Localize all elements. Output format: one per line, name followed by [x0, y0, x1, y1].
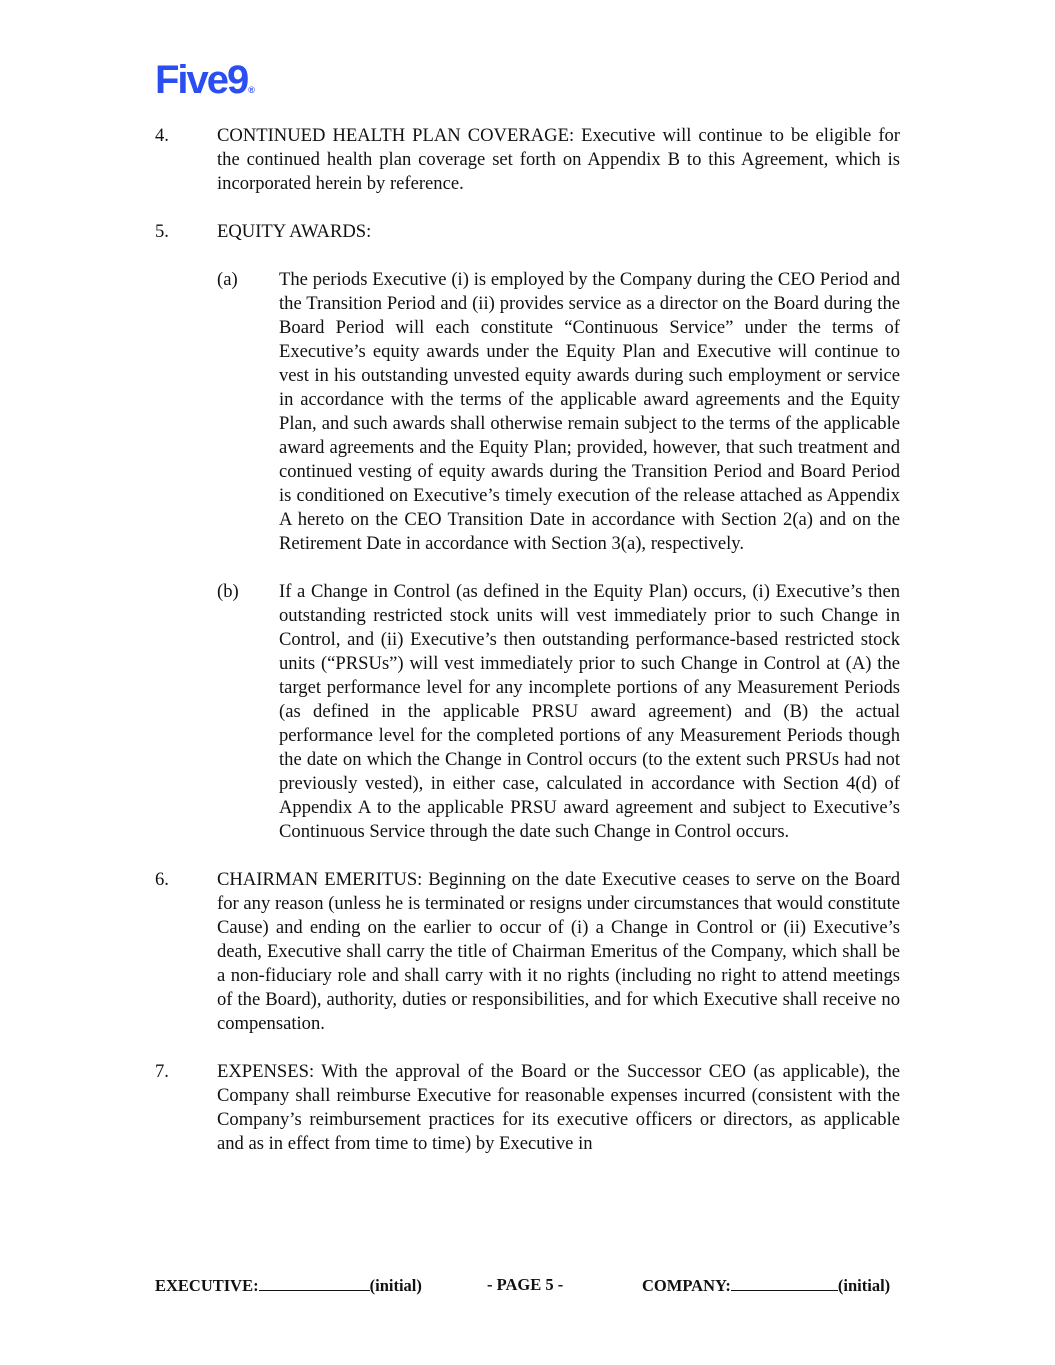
subsection-text: If a Change in Control (as defined in the Equity Plan) occurs, (i) Executive’s then outstanding restricted stock units will vest immediately prior to such Change in Control, and (ii) Executive’s then outstanding performance-based restricted stock units (“PRSUs”) will vest immediately prior to such Change in Control at (A) the target performance level for any incomplete portions of any Measurement Periods (as defined in the applicable PRSU award agreement) and (B) the actual performance level for the completed portions of any Measurement Periods though the date on which the Change in Control occurs (to the extent such PRSUs had not previously vested), in either case, calculated in accordance with Section 4(d) of Appendix A to the applicable PRSU award agreement and subject to Executive’s Continuous Service through the date such Change in Control occurs. — [279, 581, 900, 842]
section-number: 4. — [155, 125, 169, 146]
logo-registered-mark: ® — [248, 85, 255, 95]
section-heading: EQUITY AWARDS: — [217, 221, 372, 242]
executive-initial-field — [155, 1274, 422, 1297]
document-body — [155, 124, 900, 1180]
subsection-5b — [217, 580, 900, 844]
section-text: EXPENSES: With the approval of the Board or the Successor CEO (as applicable), the Company shall reimburse Executive for reasonable expenses incurred (consistent with the Company’s reimbursement practices for its executive officers or directors, as applicable and as in effect from time to time) by Executive in — [217, 1061, 900, 1154]
section-number: 6. — [155, 869, 169, 890]
section-text: CHAIRMAN EMERITUS: Beginning on the date Executive ceases to serve on the Board for any reason (unless he is terminated or resigns under circumstances that would constitute Cause) and ending on the earlier to occur of (i) a Change in Control or (ii) Executive’s death, Executive shall carry the title of Chairman Emeritus of the Company, which shall be a non-fiduciary role and shall carry with it no rights (including no right to attend meetings of the Board), authority, duties or responsibilities, and for which Executive shall receive no compensation. — [217, 869, 900, 1034]
logo-text: Five9 — [155, 58, 248, 102]
subsection-label: (b) — [217, 581, 239, 602]
section-5 — [155, 220, 900, 244]
company-initial-field — [642, 1274, 890, 1297]
page-number: - PAGE 5 - — [487, 1275, 564, 1294]
subsection-text: The periods Executive (i) is employed by the Company during the CEO Period and the Transition Period and (ii) provides service as a director on the Board during the Board Period will each constitute “Continuous Service” under the terms of Executive’s equity awards under the Equity Plan and Executive will continue to vest in his outstanding unvested equity awards during such employment or service in accordance with the terms of the applicable award agreements and the Equity Plan, and such awards shall otherwise remain subject to the terms of the applicable award agreements and the Equity Plan; provided, however, that such treatment and continued vesting of equity awards during the Transition Period and Board Period is conditioned on Executive’s timely execution of the release attached as Appendix A hereto on the CEO Transition Date in accordance with Section 2(a) and on the Retirement Date in accordance with Section 3(a), respectively. — [279, 269, 900, 554]
executive-initial-suffix: (initial) — [369, 1276, 422, 1295]
section-number: 5. — [155, 221, 169, 242]
section-text: CONTINUED HEALTH PLAN COVERAGE: Executive will continue to be eligible for the continued health plan coverage set forth on Appendix B to this Agreement, which is incorporated herein by reference. — [217, 125, 900, 194]
subsection-5a — [217, 268, 900, 556]
subsection-label: (a) — [217, 269, 238, 290]
executive-initial-blank — [259, 1274, 370, 1291]
company-initial-suffix: (initial) — [837, 1276, 891, 1295]
section-6 — [155, 868, 900, 1036]
company-label: COMPANY: — [642, 1276, 731, 1295]
five9-logo — [155, 60, 255, 110]
company-initial-blank — [731, 1274, 838, 1291]
section-4 — [155, 124, 900, 196]
section-number: 7. — [155, 1061, 169, 1082]
section-7 — [155, 1060, 900, 1156]
executive-label: EXECUTIVE: — [155, 1276, 259, 1295]
